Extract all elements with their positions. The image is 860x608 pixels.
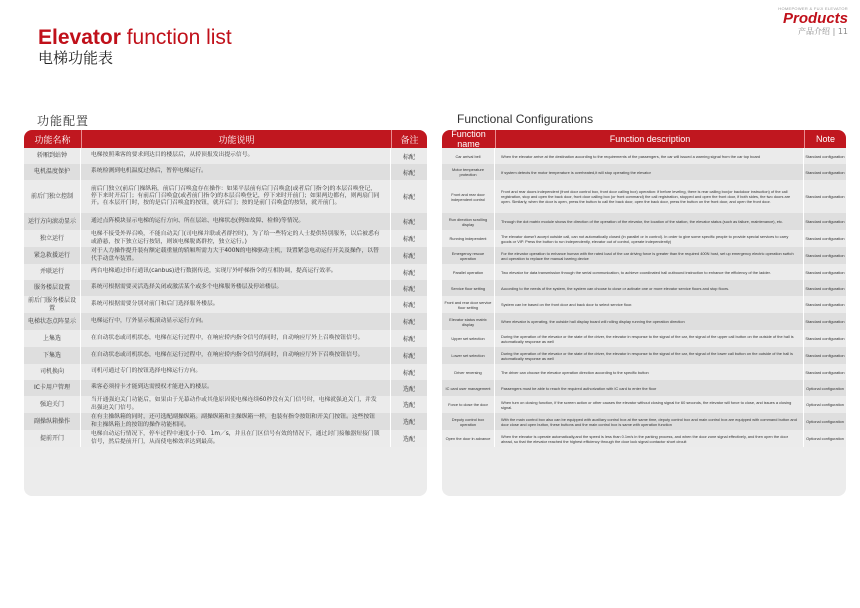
row-note: Optional configuration <box>806 402 844 407</box>
cn-header-note: 备注 <box>391 130 427 148</box>
row-name: 提前开门 <box>24 430 81 447</box>
brand-block <box>778 6 848 37</box>
table-row <box>442 230 846 247</box>
page-subtitle: 电梯功能表 <box>38 49 114 67</box>
row-name: Front and rear door service floor setting <box>442 296 495 313</box>
row-note: Standard configuration <box>805 285 845 291</box>
page-indicator <box>778 26 848 37</box>
row-name: 电机温度保护 <box>24 164 81 180</box>
row-note: Standard configuration <box>805 353 845 358</box>
table-row <box>442 264 846 280</box>
row-desc: 系统检测到电机温度过热后，暂停电梯运行。 <box>81 164 391 180</box>
page-label: 产品介绍 <box>798 27 831 36</box>
row-desc: If system detects the motor temperature is overheated,it will stop operating the elevator <box>495 164 804 180</box>
table-row <box>442 180 846 213</box>
brand-name: Products <box>782 10 848 27</box>
title-rest: function list <box>120 26 232 49</box>
row-name: Open the door in advance <box>442 430 495 447</box>
table-row <box>442 380 846 396</box>
row-note: Standard configuration <box>805 269 845 275</box>
row-note: Standard configuration <box>805 219 845 224</box>
row-desc: 系统可根据需要灵活选择关闭或激活某个或多个电梯服务楼层及停站楼层。 <box>81 280 391 296</box>
row-name: 独立运行 <box>24 230 81 247</box>
row-note: Optional configuration <box>806 436 844 441</box>
row-name: Running independent <box>442 230 495 247</box>
en-table-body <box>442 148 846 447</box>
row-name: 上集选 <box>24 330 81 347</box>
row-name: Deputy control box operation <box>442 413 495 430</box>
en-function-table <box>442 130 846 496</box>
row-name: IC卡用户管理 <box>24 380 81 396</box>
row-name: 强迫关门 <box>24 396 81 413</box>
row-desc: 电梯不接受外界召唤，不能自动关门(司电梯并联或者群控时)，为了给一些特定的人士提供特别服务，以后被悉有或游悬，按下独立运行按钮，则该电梯脱离群控，独立运行。) <box>81 230 391 247</box>
row-desc: 电梯按照乘客的要求到达目的楼层后，从轿顶报发出提示信号。 <box>81 148 391 164</box>
row-note: 选配 <box>402 436 415 443</box>
row-note: Standard configuration <box>805 153 845 159</box>
row-name: 运行方向滚动显示 <box>24 213 81 230</box>
row-desc: 司机可通过专门的按钮选择电梯运行方向。 <box>81 364 391 380</box>
row-name: IC card user management <box>442 380 495 396</box>
row-name: 前后门独立控制 <box>24 180 81 213</box>
row-note: 标配 <box>402 269 415 277</box>
row-desc: 电梯自动运行情况下，停车过程中速度小于0．1m／s，并且在门区信号有效的情况下，通过封门接触器短接门锁信号，然后提前开门，从而使电梯效率达到最高。 <box>81 430 391 447</box>
cn-header-name: 功能名称 <box>34 134 71 145</box>
row-name: Elevator status matrix display <box>442 313 495 330</box>
row-desc: Two elevator for data transmission through the serial communication, to achieve coordinated hall outbound instruction to enhance the efficiency of the ladder. <box>495 264 804 280</box>
row-desc: When turn on closing function, if the screen action or other causes the elevator without closing signal for 60 seconds, the elevator will force to close, and issues a closing signal. <box>495 396 804 413</box>
table-row <box>24 180 427 213</box>
row-note: 标配 <box>402 285 415 293</box>
row-desc: The driver can choose the elevator operation direction according to the specific button <box>495 364 804 380</box>
row-name: Service floor setting <box>442 280 495 296</box>
row-desc: 在自动状态或司机状态，电梯在运行过程中，在响应轿内指令信号的同时，自动响应厅外上召唤按钮信号。 <box>81 330 391 347</box>
row-desc: Through the dot matrix module shows the direction of the operation of the elevator, the location of the station, the elevator status (such as failure, maintenance), etc. <box>495 213 804 230</box>
row-desc: For the elevator operation to enhance human with the rated load of the car driving force is greater than the required 400N host, set up emergency electric operation switch and operation to replace the manual barring device <box>495 247 804 264</box>
table-row <box>24 247 427 264</box>
row-name: Motor temperature protection <box>442 164 495 180</box>
page-separator: | <box>830 27 838 36</box>
table-row <box>442 413 846 430</box>
table-row <box>442 430 846 447</box>
row-name: Lower set selection <box>442 347 495 364</box>
row-desc: 系统可根据需要分别对前门和后门选择服务楼层。 <box>81 296 391 313</box>
row-note: Standard configuration <box>805 253 845 258</box>
table-row <box>24 148 427 164</box>
cn-section-title: 功能配置 <box>37 114 90 128</box>
row-note: Optional configuration <box>806 419 844 424</box>
row-desc: According to the needs of the system, the system can choose to close or activate one or more elevator service floors and stop floors. <box>495 280 804 296</box>
table-row <box>24 296 427 313</box>
table-row <box>24 280 427 296</box>
cn-header-desc: 功能说明 <box>81 130 391 148</box>
row-name: Run direction scrolling display <box>442 213 495 230</box>
table-row <box>24 430 427 447</box>
row-desc: 乘客必须持卡才能到达需授权才能进入的楼层。 <box>81 380 391 396</box>
row-desc: Passengers must be able to reach the required authorization with IC card to enter the floor <box>495 380 804 396</box>
row-name: Driver reversing <box>442 364 495 380</box>
row-note: 选配 <box>402 419 415 426</box>
row-note: Standard configuration <box>805 169 845 175</box>
row-desc: During the operation of the elevator or the state of the driver, the elevator in response to the signal of the car, the signal of the upper call button on the outside of the hall is automatically response as well <box>495 330 804 347</box>
row-note: 标配 <box>402 236 415 243</box>
table-row <box>24 164 427 180</box>
row-name: 前后门服务楼层设置 <box>24 296 81 313</box>
row-note: 选配 <box>402 402 415 409</box>
row-name: 紧急救援运行 <box>24 247 81 264</box>
row-name: Parallel operation <box>442 264 495 280</box>
table-row <box>442 347 846 364</box>
en-header-note: Note <box>804 130 846 148</box>
table-row <box>442 213 846 230</box>
row-note: Standard configuration <box>805 369 845 375</box>
row-name: Force to close the door <box>442 396 495 413</box>
row-desc: When elevator is operating, the outside hall display board will rolling display running the operation direction <box>495 313 804 330</box>
page-number: 11 <box>837 27 848 36</box>
row-note: 标配 <box>402 253 415 260</box>
row-desc: 对于人力操作提升装有额定载重量的轿厢所需力大于400N的电梯驱动主机，设置紧急电动运行开关及操作，以替代手动盘车装置。 <box>81 247 391 264</box>
table-row <box>24 230 427 247</box>
title-bold: Elevator <box>38 26 121 49</box>
row-name: 司机换向 <box>24 364 81 380</box>
row-note: Optional configuration <box>806 385 844 391</box>
table-row <box>24 413 427 430</box>
row-note: 标配 <box>402 153 415 161</box>
row-note: 标配 <box>402 353 415 360</box>
row-note: 标配 <box>402 369 415 377</box>
table-row <box>442 396 846 413</box>
row-note: 标配 <box>402 194 415 201</box>
row-desc: 前后门独立(前后门操纵箱，前后门召唤盒存在操作：如果平层前有后门召唤盒(或者后门指令)的本层召唤登记，停下来时开后门；有前后门召唤盒(或者前门指令)的本层召唤登记，停下来时开前门；如果两边都有，则两扇门同开。在本层开门时，按的是后门召唤盒的按钮，就开后门；按的是前门召唤盒的按钮，就开前门。 <box>81 180 391 213</box>
row-desc: During the operation of the elevator or the state of the driver, the elevator in response to the signal of the car, the signal of the lower call button on the outside of the hall is automatically response as well <box>495 347 804 364</box>
row-note: 标配 <box>402 169 415 177</box>
row-note: 选配 <box>402 385 415 393</box>
row-desc: 通过点阵模块显示电梯的运行方向、所在层站、电梯状态(例如故障、检修)等情况。 <box>81 213 391 230</box>
row-note: Standard configuration <box>805 336 845 341</box>
table-row <box>442 164 846 180</box>
table-row <box>24 264 427 280</box>
row-note: 标配 <box>402 336 415 343</box>
table-row <box>24 396 427 413</box>
table-row <box>442 247 846 264</box>
row-name: Car arrival bell <box>442 148 495 164</box>
row-desc: Front and rear doors independent (front door control box, front door calling box) operation: if before leveling, there is rear calling box(or backdoor instruction) of the call registration, stop and open the back door, front door calling box (or front command) the call registration, stopped and open the front door, if both sides, the two doors are open. Similarly, when the door is open, press the button to call the back door, open the back door, press the button on the front door, and open the front door. <box>495 180 804 213</box>
en-table-header <box>442 130 846 148</box>
table-row <box>24 313 427 330</box>
en-section-title: Functional Configurations <box>457 112 594 126</box>
table-row <box>24 364 427 380</box>
row-name: 并联运行 <box>24 264 81 280</box>
row-name: 电梯状态点阵显示 <box>24 313 81 330</box>
row-desc: When the elevator arrive at the destination according to the requirements of the passengers, the car will issued a warning signal from the car top board <box>495 148 804 164</box>
row-note: Standard configuration <box>805 236 845 241</box>
table-row <box>442 364 846 380</box>
row-note: Standard configuration <box>805 302 845 307</box>
row-desc: 两台电梯通过串行通讯(canbus)进行数据传送，实现厅外呼梯指令的互相协调，提高运行效率。 <box>81 264 391 280</box>
row-name: Front and rear door independent control <box>442 180 495 213</box>
table-row <box>24 213 427 230</box>
row-desc: 在自动状态或司机状态，电梯在运行过程中，在响应轿内指令信号的同时，自动响应厅外下召唤按钮信号。 <box>81 347 391 364</box>
row-name: 轿厢到站钟 <box>24 148 81 164</box>
table-row <box>24 347 427 364</box>
brand-tagline: HOMEPOWER & FUJI ELEVATOR <box>778 6 848 11</box>
row-name: 服务楼层设置 <box>24 280 81 296</box>
row-note: 标配 <box>402 219 415 226</box>
cn-table-body <box>24 148 427 447</box>
table-row <box>24 380 427 396</box>
row-desc: With the main control box also can be equipped with auxiliary control box at the same time, deputy control box and main control box are equipped with command button and door close and open button, these buttons and the main control box is same with operation function <box>495 413 804 430</box>
row-desc: 在有主操纵箱的同时，还可选配副操纵箱。副操纵箱和主操纵箱一样，也装有指令按钮和开关门按钮。这些按钮和主操纵箱上的按钮的操作功能相同。 <box>81 413 391 430</box>
row-name: 副操纵箱操作 <box>24 413 81 430</box>
en-header-name: Function name <box>451 130 486 149</box>
row-note: 标配 <box>402 302 415 309</box>
en-header-desc: Function description <box>495 130 804 148</box>
table-row <box>442 330 846 347</box>
table-row <box>24 330 427 347</box>
table-row <box>442 148 846 164</box>
cn-function-table <box>24 130 427 496</box>
row-desc: The elevator doesn't accept outside call, can not automatically closed (in parallel or in control). In order to give some specific people to provide special services to carry goods or VIP. Press the button to run independently, elevator out of control, operate independently) <box>495 230 804 247</box>
row-desc: System can be based on the front door and back door to select service floor. <box>495 296 804 313</box>
row-desc: 电梯运行中，厅外显示板滚动显示运行方向。 <box>81 313 391 330</box>
row-name: Emergency rescue operation <box>442 247 495 264</box>
row-note: Standard configuration <box>805 194 845 199</box>
cn-table-header <box>24 130 427 148</box>
table-row <box>442 296 846 313</box>
row-name: Upper set selection <box>442 330 495 347</box>
row-desc: 当开通强迫关门功能后，如果由于光幕动作或其他原因使电梯连续60秒没有关门信号时，电梯就强迫关门，并发出强迫关门信号。 <box>81 396 391 413</box>
row-desc: When the elevator is operate automatically,and the speed is less than 0.1m/s in the parking process, and when the door zone signal effectively, and then open the door ahead, so that the elevator reached the highest efficiency through the door lock signal contactor short circuit <box>495 430 804 447</box>
table-row <box>442 313 846 330</box>
row-note: Standard configuration <box>805 319 845 324</box>
row-note: 标配 <box>402 319 415 326</box>
row-name: 下集选 <box>24 347 81 364</box>
table-row <box>442 280 846 296</box>
